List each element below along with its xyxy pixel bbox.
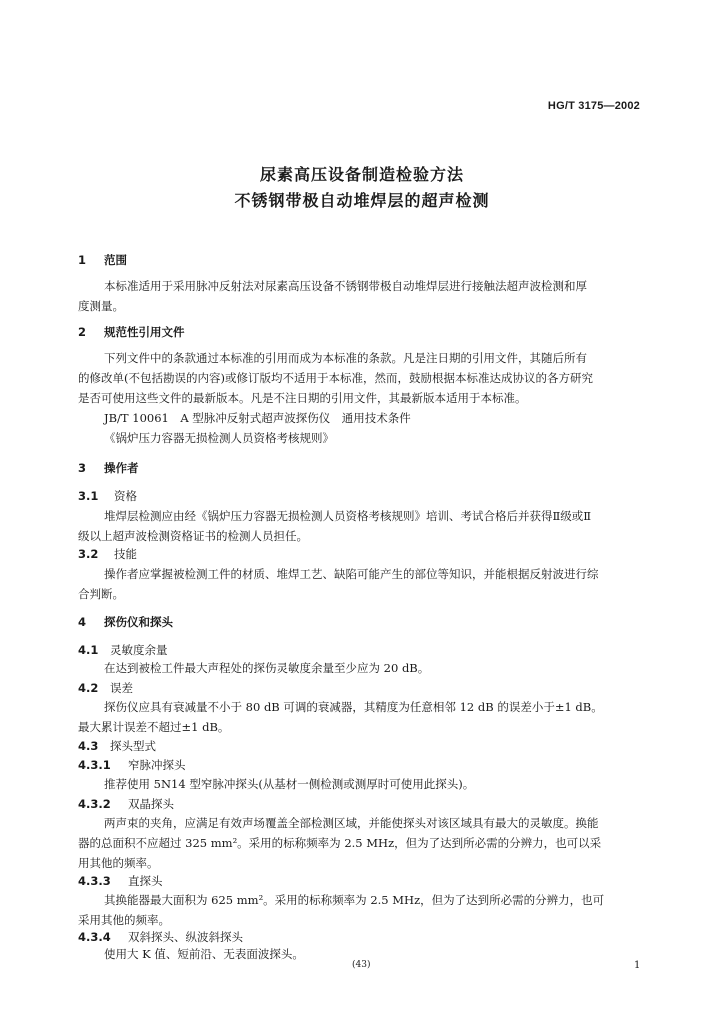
subsection-title: 窄脉冲探头	[128, 758, 186, 772]
section-4-heading	[78, 614, 173, 630]
subsection-number: 4.3.1	[78, 758, 111, 772]
section-3-heading	[78, 460, 139, 476]
subsection-3-2-heading	[78, 546, 137, 562]
footer-sequence-number: (43)	[352, 960, 371, 970]
paragraph-line: 器的总面积不应超过 325 mm²。采用的标称频率为 2.5 MHz，但为了达到所必需的分辨力，也可以采	[78, 836, 602, 850]
section-number: 1	[78, 253, 87, 267]
subsection-3-1-heading	[78, 488, 137, 504]
subsection-4-3-3-heading	[78, 873, 163, 889]
subsection-title: 资格	[114, 489, 137, 503]
section-title: 操作者	[104, 461, 139, 475]
subsection-title: 直探头	[128, 874, 163, 888]
subsection-number: 4.3.4	[78, 930, 111, 944]
subsection-title: 灵敏度余量	[110, 643, 168, 657]
subsection-4-3-4-heading	[78, 929, 243, 945]
paragraph-line: 其换能器最大面积为 625 mm²。采用的标称频率为 2.5 MHz，但为了达到所必需的分辨力，也可	[104, 893, 605, 907]
section-2-heading	[78, 324, 185, 340]
paragraph-line: 度测量。	[78, 299, 124, 313]
subsection-4-3-1-heading	[78, 757, 186, 773]
subsection-4-1-heading	[78, 642, 168, 658]
paragraph-line: 在达到被检工件最大声程处的探伤灵敏度余量至少应为 20 dB。	[104, 661, 430, 675]
subsection-4-2-heading	[78, 680, 133, 696]
section-title: 探伤仪和探头	[104, 615, 173, 629]
subsection-4-3-heading	[78, 738, 156, 754]
normative-reference: 《锅炉压力容器无损检测人员资格考核规则》	[104, 431, 334, 445]
section-number: 3	[78, 461, 87, 475]
paragraph-line: 的修改单(不包括勘误的内容)或修订版均不适用于本标准，然而，鼓励根据本标准达成协议的各方研究	[78, 371, 593, 385]
normative-reference: JB/T 10061 A 型脉冲反射式超声波探伤仪 通用技术条件	[104, 411, 411, 425]
subsection-title: 误差	[110, 681, 133, 695]
section-1-heading	[78, 252, 127, 268]
section-number: 2	[78, 325, 87, 339]
subsection-title: 探头型式	[110, 739, 156, 753]
section-title: 规范性引用文件	[104, 325, 185, 339]
subsection-number: 4.3.3	[78, 874, 111, 888]
paragraph-line: 堆焊层检测应由经《锅炉压力容器无损检测人员资格考核规则》培训、考试合格后并获得Ⅱ级或Ⅱ	[104, 509, 592, 523]
subsection-number: 4.2	[78, 681, 99, 695]
title-line-1: 尿素高压设备制造检验方法	[259, 165, 464, 184]
subsection-4-3-2-heading	[78, 796, 174, 812]
paragraph-line: 操作者应掌握被检测工件的材质、堆焊工艺、缺陷可能产生的部位等知识，并能根据反射波进行综	[104, 567, 599, 581]
section-title: 范围	[104, 253, 127, 267]
paragraph-line: 下列文件中的条款通过本标准的引用而成为本标准的条款。凡是注日期的引用文件，其随后所有	[104, 351, 587, 365]
subsection-number: 3.1	[78, 489, 99, 503]
title-line-2: 不锈钢带极自动堆焊层的超声检测	[234, 191, 490, 210]
paragraph-line: 两声束的夹角，应满足有效声场覆盖全部检测区域，并能使探头对该区域具有最大的灵敏度。换能	[104, 816, 599, 830]
paragraph-line: 合判断。	[78, 587, 124, 601]
paragraph-line: 采用其他的频率。	[78, 913, 170, 927]
subsection-number: 3.2	[78, 547, 99, 561]
subsection-number: 4.3.2	[78, 797, 111, 811]
paragraph-line: 推荐使用 5N14 型窄脉冲探头(从基材一侧检测或测厚时可使用此探头)。	[104, 777, 475, 791]
subsection-title: 双斜探头、纵波斜探头	[128, 930, 243, 944]
paragraph-line: 最大累计误差不超过±1 dB。	[78, 720, 230, 734]
paragraph-line: 是否可使用这些文件的最新版本。凡是不注日期的引用文件，其最新版本适用于本标准。	[78, 391, 527, 405]
paragraph-line: 级以上超声波检测资格证书的检测人员担任。	[78, 529, 308, 543]
page-number: 1	[634, 960, 641, 971]
paragraph-line: 使用大 K 值、短前沿、无表面波探头。	[104, 947, 304, 961]
paragraph-line: 本标准适用于采用脉冲反射法对尿素高压设备不锈钢带极自动堆焊层进行接触法超声波检测和厚	[104, 279, 587, 293]
subsection-number: 4.3	[78, 739, 99, 753]
subsection-title: 技能	[114, 547, 137, 561]
subsection-number: 4.1	[78, 643, 99, 657]
section-number: 4	[78, 615, 87, 629]
standard-code: HG/T 3175—2002	[547, 100, 640, 112]
paragraph-line: 用其他的频率。	[78, 856, 159, 870]
subsection-title: 双晶探头	[128, 797, 174, 811]
paragraph-line: 探伤仪应具有衰减量不小于 80 dB 可调的衰减器，其精度为任意相邻 12 dB 的误差小于±1 dB。	[104, 700, 603, 714]
